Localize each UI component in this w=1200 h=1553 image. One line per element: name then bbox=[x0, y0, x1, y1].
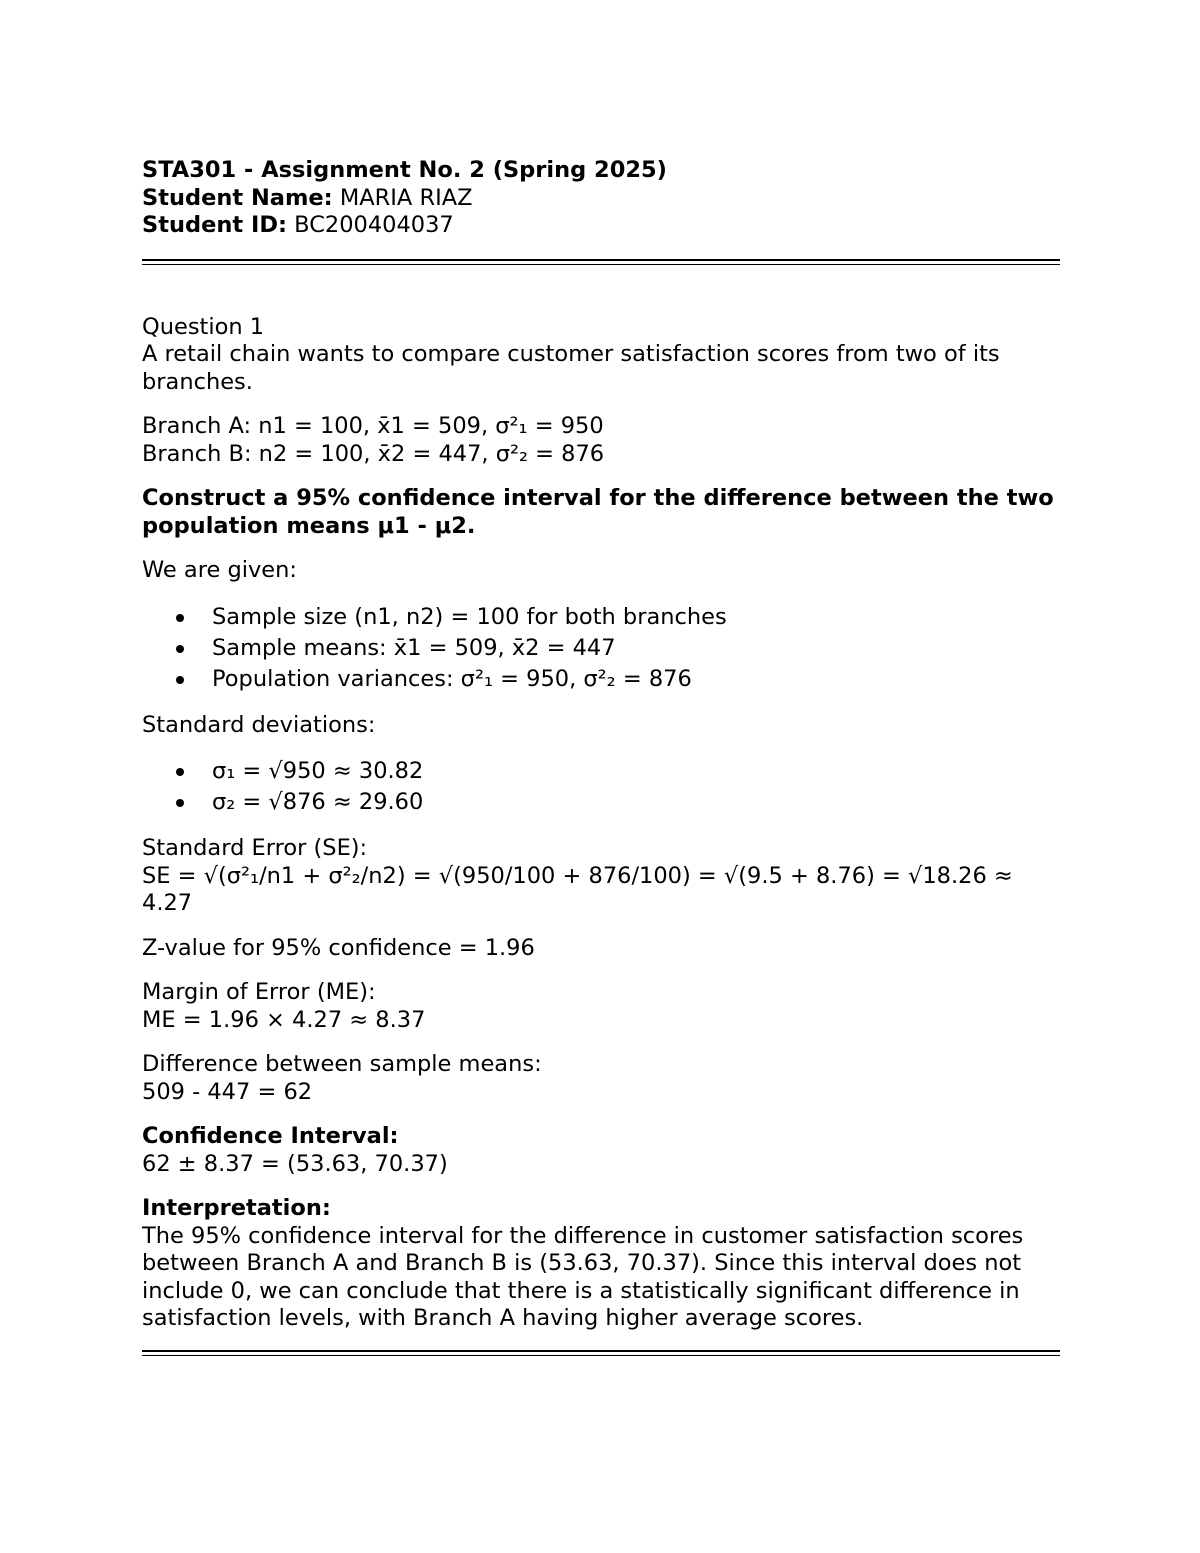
me-label: Margin of Error (ME): bbox=[142, 979, 376, 1005]
given-label: We are given: bbox=[142, 557, 297, 583]
student-name-value: MARIA RIAZ bbox=[332, 184, 473, 211]
student-id-label: Student ID: bbox=[142, 212, 287, 238]
student-id-value: BC200404037 bbox=[287, 212, 454, 238]
task-statement: Construct a 95% confidence interval for the difference between the two population means μ1 - μ2. bbox=[142, 485, 1054, 539]
se-formula: SE = √(σ²₁/n1 + σ²₂/n2) = √(950/100 + 876/100) = √(9.5 + 8.76) = √18.26 ≈ 4.27 bbox=[142, 862, 1013, 916]
header-divider bbox=[142, 259, 1060, 265]
question-heading: Question 1 bbox=[142, 313, 265, 340]
given-list bbox=[142, 602, 1060, 695]
list-item: σ₁ = √950 ≈ 30.82 bbox=[212, 756, 1060, 787]
std-dev-list bbox=[142, 756, 1060, 818]
list-item: σ₂ = √876 ≈ 29.60 bbox=[212, 787, 1060, 818]
student-id-line bbox=[142, 212, 1060, 240]
student-name-line bbox=[142, 185, 1060, 213]
student-name-label: Student Name: bbox=[142, 184, 333, 211]
z-value-line: Z-value for 95% confidence = 1.96 bbox=[142, 934, 535, 961]
interpretation-label: Interpretation: bbox=[142, 1195, 331, 1221]
diff-formula: 509 - 447 = 62 bbox=[142, 1078, 313, 1105]
list-item: Sample size (n1, n2) = 100 for both branches bbox=[212, 602, 1060, 633]
document-page bbox=[142, 157, 1060, 1356]
ci-formula: 62 ± 8.37 = (53.63, 70.37) bbox=[142, 1150, 448, 1177]
footer-divider bbox=[142, 1350, 1060, 1356]
std-dev-label: Standard deviations: bbox=[142, 711, 376, 738]
question-text: A retail chain wants to compare customer satisfaction scores from two of its branches. bbox=[142, 341, 1000, 395]
branch-a-line: Branch A: n1 = 100, x̄1 = 509, σ²₁ = 950 bbox=[142, 413, 604, 439]
branch-b-line: Branch B: n2 = 100, x̄2 = 447, σ²₂ = 876 bbox=[142, 440, 605, 467]
interpretation-text: The 95% confidence interval for the difference in customer satisfaction scores between Branch A and Branch B is (53.63, 70.37). Since this interval does not include 0, we can conclude that there is a statistically significant difference in satisfaction levels, with Branch A having higher average scores. bbox=[142, 1222, 1024, 1331]
list-item: Population variances: σ²₁ = 950, σ²₂ = 876 bbox=[212, 664, 1060, 695]
me-formula: ME = 1.96 × 4.27 ≈ 8.37 bbox=[142, 1006, 426, 1033]
diff-label: Difference between sample means: bbox=[142, 1051, 542, 1077]
list-item: Sample means: x̄1 = 509, x̄2 = 447 bbox=[212, 633, 1060, 664]
se-label: Standard Error (SE): bbox=[142, 835, 368, 861]
assignment-title: STA301 - Assignment No. 2 (Spring 2025) bbox=[142, 157, 667, 183]
ci-label: Confidence Interval: bbox=[142, 1123, 399, 1149]
